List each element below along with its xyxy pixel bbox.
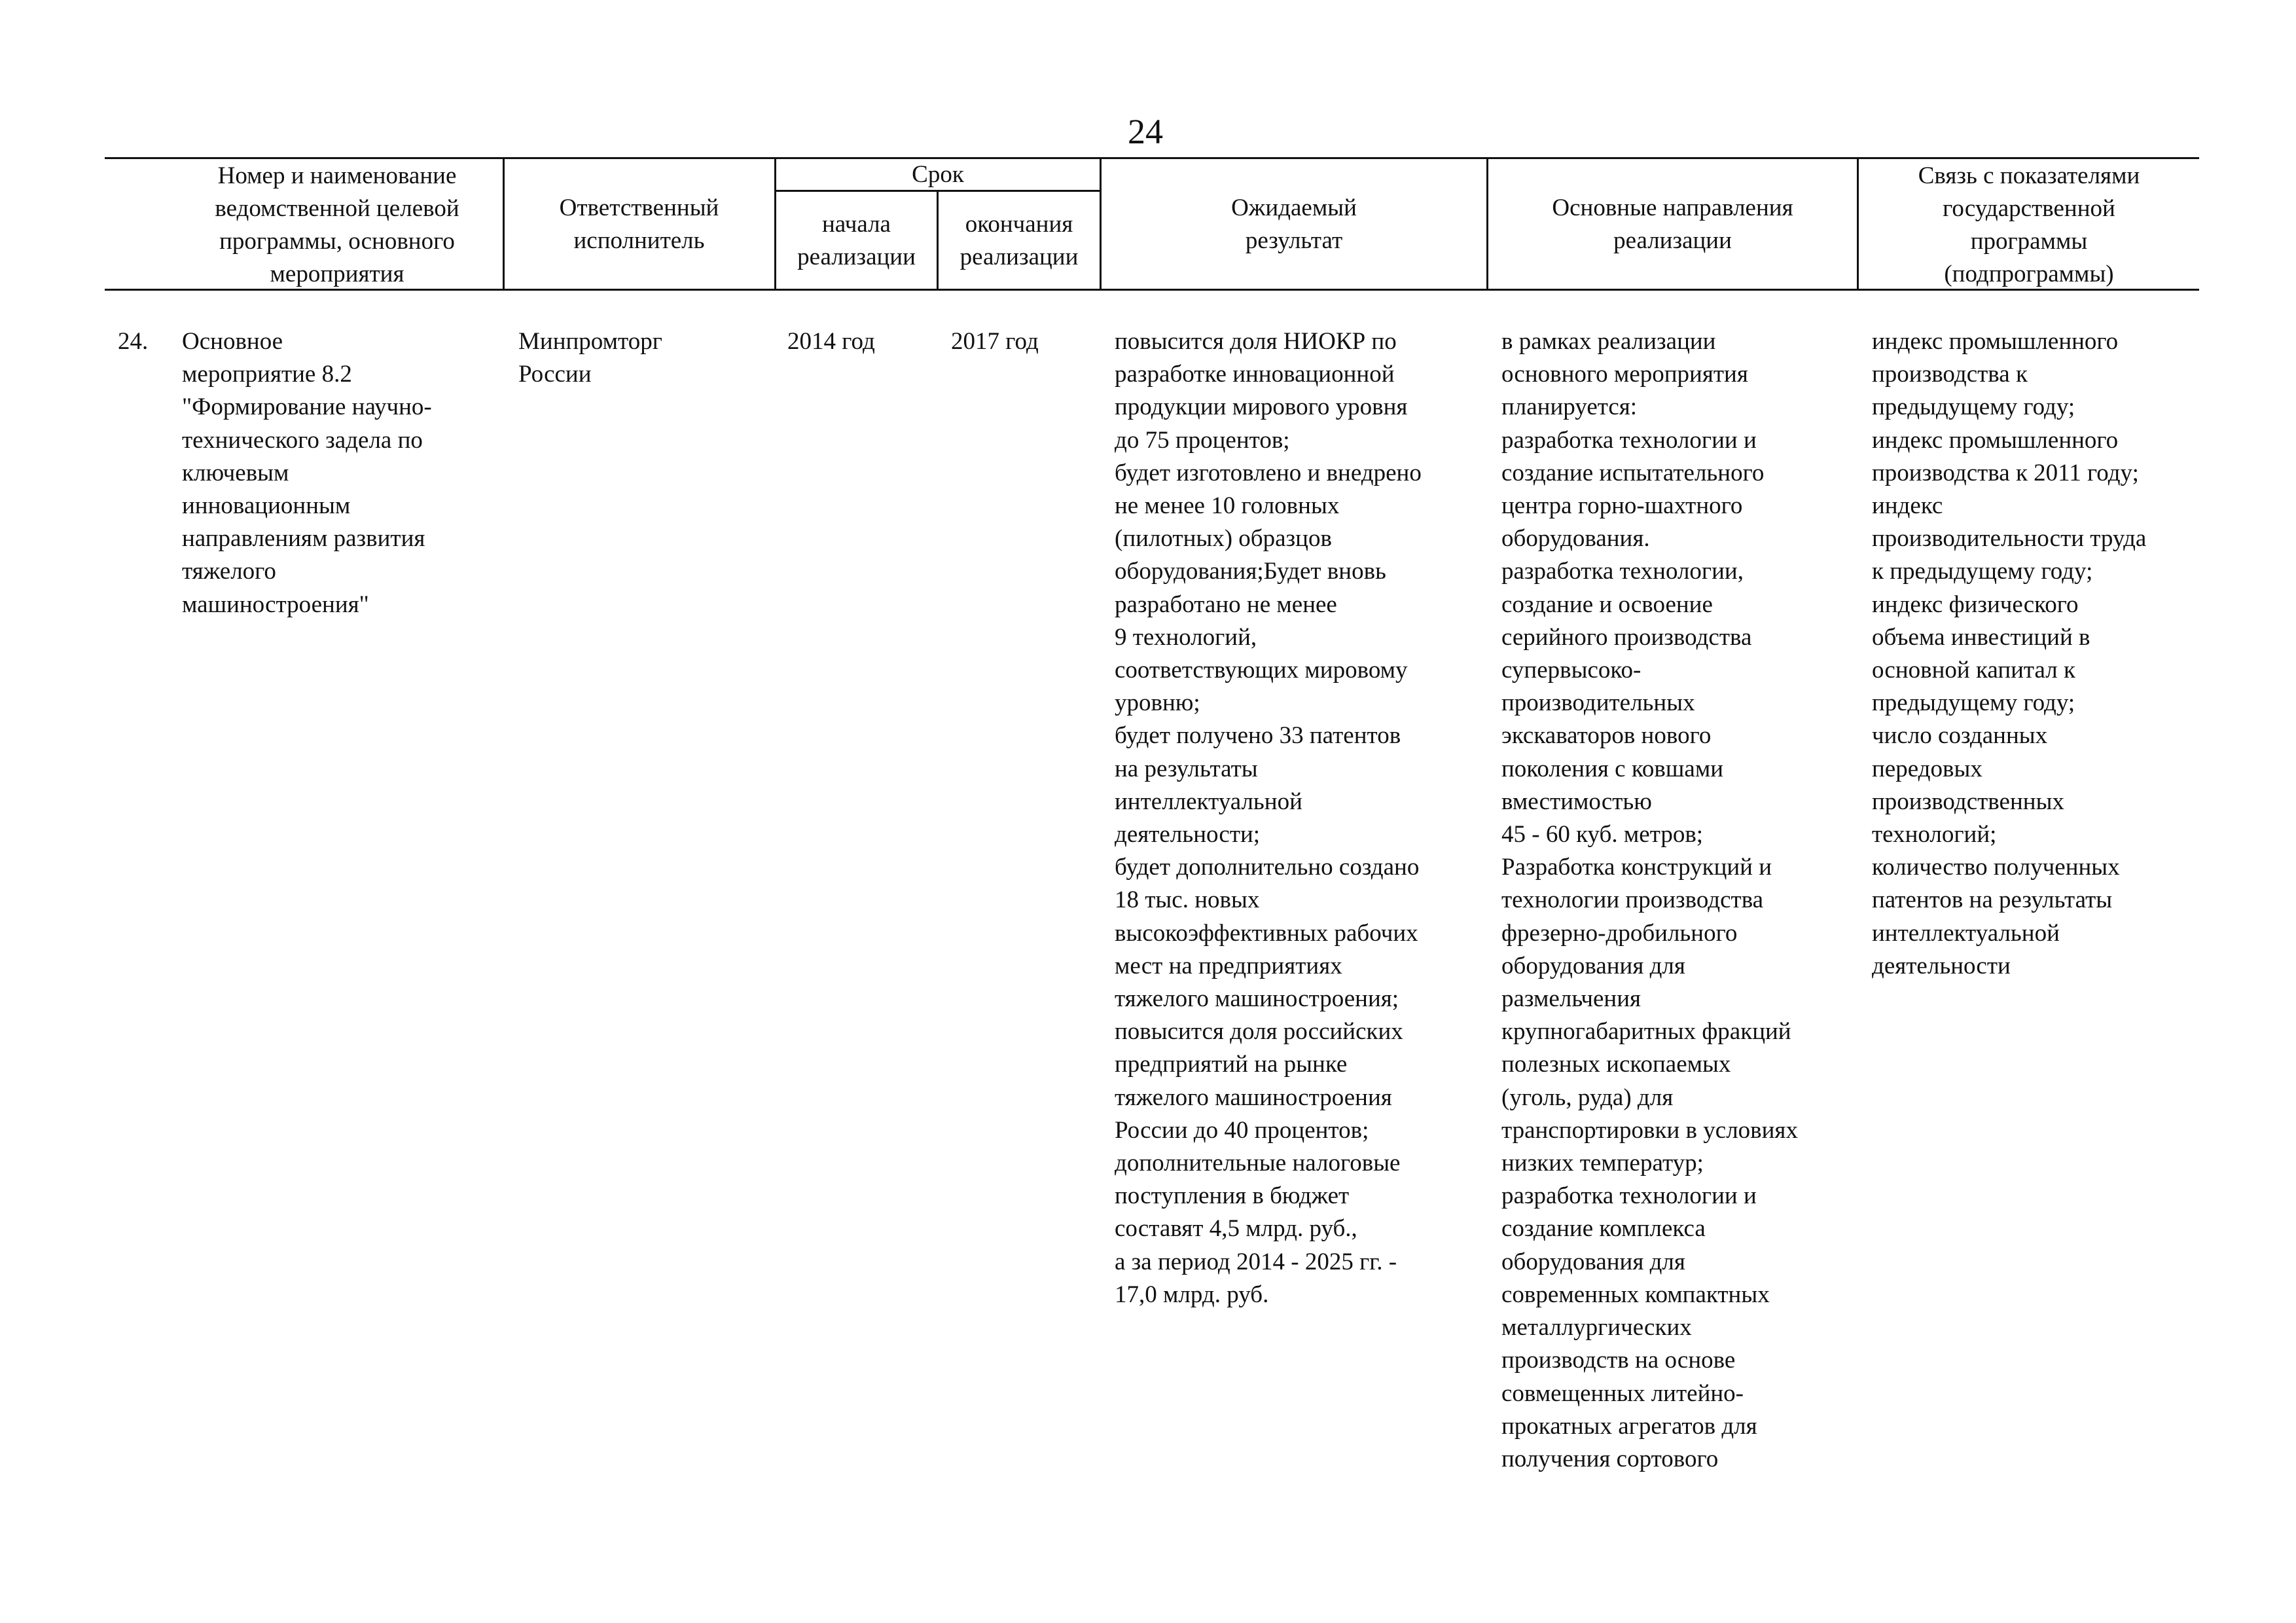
row-start-year: 2014 год — [787, 328, 875, 355]
row-indicators: индекс промышленного производства к предыдущему году; индекс промышленного производства к 2011 году; индекс производительности труда к предыдущему году; индекс физического объема инвестиций в основной капитал к предыдущему году; число созданных передовых производственных технологий; количество полученных патентов на результаты интеллектуальной деятельности — [1872, 328, 2147, 979]
header-end: окончания реализации — [960, 211, 1079, 270]
header-indicators: Связь с показателями государственной программы (подпрограммы) — [1918, 162, 2140, 287]
row-program-name: Основное мероприятие 8.2 "Формирование научно- технического задела по ключевым инновационным направлениям развития тяжелого машиностроения" — [182, 328, 432, 618]
row-number: 24. — [118, 328, 149, 355]
row-end-year: 2017 год — [951, 328, 1039, 355]
row-expected-result: повысится доля НИОКР по разработке инновационной продукции мирового уровня до 75 процентов; будет изготовлено и внедрено не менее 10 головных (пилотных) образцов оборудования;Будет вновь разработано не менее 9 технологий, соответствующих мировому уровню; будет получено 33 патентов на результаты интеллектуальной деятельности; будет дополнительно создано 18 тыс. новых высокоэффективных рабочих мест на предприятиях тяжелого машиностроения; повысится доля российских предприятий на рынке тяжелого машиностроения России до 40 процентов; дополнительные налоговые поступления в бюджет составят 4,5 млрд. руб., а за период 2014 - 2025 гг. - 17,0 млрд. руб. — [1115, 328, 1422, 1308]
header-expected-result: Ожидаемый результат — [1231, 194, 1357, 254]
table-top-rule — [105, 157, 2199, 159]
column-divider — [503, 157, 505, 290]
header-directions: Основные направления реализации — [1552, 194, 1793, 254]
row-executor: Минпромторг России — [518, 328, 662, 388]
header-start: начала реализации — [797, 211, 916, 270]
row-directions: в рамках реализации основного мероприятия планируется: разработка технологии и создание испытательного центра горно-шахтного оборудования. разработка технологии, создание и освоение серийного производства супервысоко- производительных экскаваторов нового поколения с ковшами вместимостью 45 - 60 куб. метров; Разработка конструкций и технологии производства фрезерно-дробильного оборудования для размельчения крупногабаритных фракций полезных ископаемых (уголь, руда) для транспортировки в условиях низких температур; разработка технологии и создание комплекса оборудования для современных компактных металлургических производств на основе совмещенных литейно- прокатных агрегатов для получения сортового — [1501, 328, 1798, 1472]
header-srok: Срок — [912, 161, 964, 188]
header-program-name: Номер и наименование ведомственной целевой программы, основного мероприятия — [215, 162, 459, 287]
header-executor: Ответственный исполнитель — [559, 194, 719, 254]
page-number: 24 — [1128, 112, 1163, 151]
